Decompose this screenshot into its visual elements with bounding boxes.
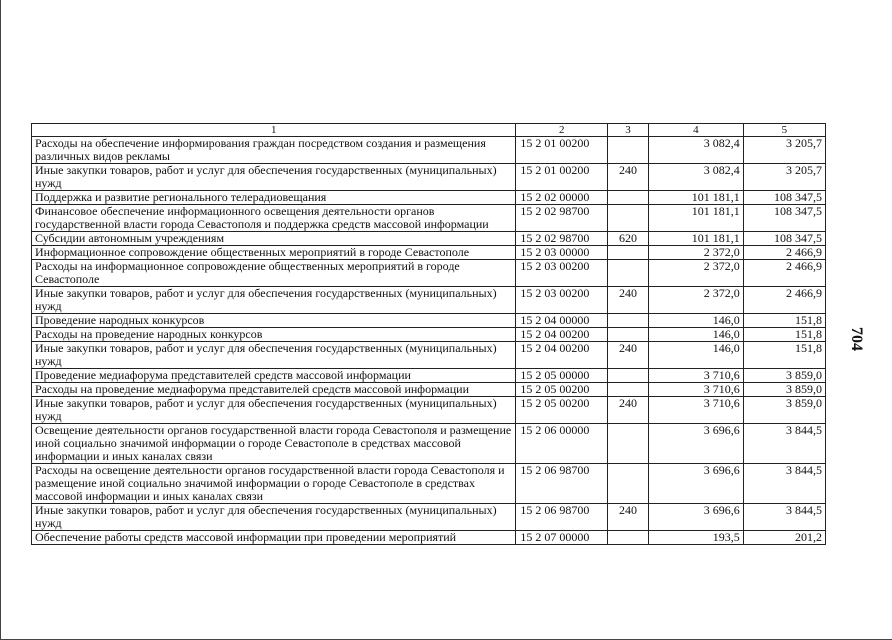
cell-value-1: 101 181,1 — [649, 191, 744, 205]
table-row — [32, 342, 826, 369]
cell-code: 15 2 07 00000 — [516, 531, 608, 545]
header-col-5: 5 — [743, 124, 825, 137]
cell-type — [607, 314, 648, 328]
cell-value-2: 151,8 — [743, 328, 825, 342]
page-number: 704 — [848, 327, 865, 351]
cell-code: 15 2 04 00000 — [516, 314, 608, 328]
cell-value-2: 108 347,5 — [743, 191, 825, 205]
table-row — [32, 328, 826, 342]
cell-value-1: 101 181,1 — [649, 232, 744, 246]
cell-code: 15 2 05 00000 — [516, 369, 608, 383]
cell-value-2: 3 859,0 — [743, 369, 825, 383]
cell-name: Проведение медиафорума представителей средств массовой информации — [32, 369, 516, 383]
cell-value-2: 3 859,0 — [743, 383, 825, 397]
table-row — [32, 504, 826, 531]
cell-value-1: 3 696,6 — [649, 424, 744, 464]
cell-name: Информационное сопровождение общественных мероприятий в городе Севастополе — [32, 246, 516, 260]
header-col-2: 2 — [516, 124, 608, 137]
cell-name: Иные закупки товаров, работ и услуг для обеспечения государственных (муниципальных) нужд — [32, 342, 516, 369]
table-row — [32, 191, 826, 205]
cell-name: Расходы на информационное сопровождение общественных мероприятий в городе Севастополе — [32, 260, 516, 287]
cell-value-1: 2 372,0 — [649, 246, 744, 260]
cell-code: 15 2 02 00000 — [516, 191, 608, 205]
cell-type: 240 — [607, 397, 648, 424]
cell-name: Проведение народных конкурсов — [32, 314, 516, 328]
table-row — [32, 164, 826, 191]
table-row — [32, 383, 826, 397]
table-row — [32, 232, 826, 246]
cell-name: Иные закупки товаров, работ и услуг для обеспечения государственных (муниципальных) нужд — [32, 504, 516, 531]
cell-name: Обеспечение работы средств массовой информации при проведении мероприятий — [32, 531, 516, 545]
cell-type — [607, 205, 648, 232]
cell-value-2: 3 205,7 — [743, 164, 825, 191]
table-row — [32, 314, 826, 328]
table-row — [32, 369, 826, 383]
cell-value-1: 3 696,6 — [649, 464, 744, 504]
cell-type — [607, 137, 648, 164]
cell-type — [607, 246, 648, 260]
cell-code: 15 2 06 98700 — [516, 464, 608, 504]
table-body — [32, 137, 826, 545]
cell-type — [607, 191, 648, 205]
table-row — [32, 397, 826, 424]
cell-value-1: 193,5 — [649, 531, 744, 545]
table-row — [32, 246, 826, 260]
cell-type — [607, 424, 648, 464]
cell-type: 240 — [607, 164, 648, 191]
cell-code: 15 2 03 00000 — [516, 246, 608, 260]
cell-type — [607, 260, 648, 287]
cell-code: 15 2 04 00200 — [516, 328, 608, 342]
cell-type — [607, 328, 648, 342]
cell-type: 240 — [607, 504, 648, 531]
header-col-1: 1 — [32, 124, 516, 137]
cell-code: 15 2 06 98700 — [516, 504, 608, 531]
table-row — [32, 137, 826, 164]
cell-code: 15 2 03 00200 — [516, 287, 608, 314]
cell-value-1: 3 696,6 — [649, 504, 744, 531]
cell-code: 15 2 01 00200 — [516, 164, 608, 191]
table-row — [32, 424, 826, 464]
cell-code: 15 2 05 00200 — [516, 397, 608, 424]
table-row — [32, 287, 826, 314]
cell-name: Поддержка и развитие регионального телерадиовещания — [32, 191, 516, 205]
cell-value-1: 3 082,4 — [649, 137, 744, 164]
cell-code: 15 2 06 00000 — [516, 424, 608, 464]
cell-code: 15 2 01 00200 — [516, 137, 608, 164]
header-row — [32, 124, 826, 137]
cell-name: Иные закупки товаров, работ и услуг для обеспечения государственных (муниципальных) нужд — [32, 287, 516, 314]
cell-value-1: 146,0 — [649, 342, 744, 369]
cell-value-2: 2 466,9 — [743, 260, 825, 287]
cell-type — [607, 531, 648, 545]
cell-value-2: 3 844,5 — [743, 464, 825, 504]
header-col-3: 3 — [607, 124, 648, 137]
budget-table — [31, 123, 826, 545]
cell-value-2: 3 859,0 — [743, 397, 825, 424]
cell-value-2: 3 844,5 — [743, 504, 825, 531]
cell-code: 15 2 02 98700 — [516, 205, 608, 232]
table-row — [32, 205, 826, 232]
cell-value-2: 151,8 — [743, 314, 825, 328]
cell-value-2: 108 347,5 — [743, 232, 825, 246]
cell-type: 240 — [607, 287, 648, 314]
cell-code: 15 2 03 00200 — [516, 260, 608, 287]
table-row — [32, 531, 826, 545]
cell-value-1: 146,0 — [649, 314, 744, 328]
cell-value-2: 2 466,9 — [743, 287, 825, 314]
cell-type — [607, 369, 648, 383]
cell-name: Расходы на проведение медиафорума представителей средств массовой информации — [32, 383, 516, 397]
cell-code: 15 2 05 00200 — [516, 383, 608, 397]
cell-value-1: 2 372,0 — [649, 260, 744, 287]
cell-name: Субсидии автономным учреждениям — [32, 232, 516, 246]
cell-value-1: 146,0 — [649, 328, 744, 342]
cell-name: Иные закупки товаров, работ и услуг для обеспечения государственных (муниципальных) нужд — [32, 397, 516, 424]
cell-type: 240 — [607, 342, 648, 369]
header-col-4: 4 — [649, 124, 744, 137]
cell-value-2: 151,8 — [743, 342, 825, 369]
cell-type: 620 — [607, 232, 648, 246]
table-row — [32, 260, 826, 287]
cell-value-2: 108 347,5 — [743, 205, 825, 232]
cell-value-2: 3 205,7 — [743, 137, 825, 164]
cell-value-1: 101 181,1 — [649, 205, 744, 232]
cell-value-1: 2 372,0 — [649, 287, 744, 314]
cell-name: Расходы на освещение деятельности органов государственной власти города Севастополя и размещение иной социально значимой информации о городе Севастополе в средствах массовой информации и иных каналах связи — [32, 464, 516, 504]
cell-value-2: 2 466,9 — [743, 246, 825, 260]
cell-name: Финансовое обеспечение информационного освещения деятельности органов государственной власти города Севастополя и поддержка средств массовой информации — [32, 205, 516, 232]
cell-code: 15 2 02 98700 — [516, 232, 608, 246]
cell-value-1: 3 710,6 — [649, 383, 744, 397]
table-row — [32, 464, 826, 504]
cell-name: Расходы на проведение народных конкурсов — [32, 328, 516, 342]
cell-name: Иные закупки товаров, работ и услуг для обеспечения государственных (муниципальных) нужд — [32, 164, 516, 191]
cell-type — [607, 464, 648, 504]
cell-value-2: 201,2 — [743, 531, 825, 545]
cell-type — [607, 383, 648, 397]
cell-name: Расходы на обеспечение информирования граждан посредством создания и размещения различных видов рекламы — [32, 137, 516, 164]
cell-value-1: 3 082,4 — [649, 164, 744, 191]
cell-value-2: 3 844,5 — [743, 424, 825, 464]
cell-value-1: 3 710,6 — [649, 397, 744, 424]
cell-code: 15 2 04 00200 — [516, 342, 608, 369]
cell-value-1: 3 710,6 — [649, 369, 744, 383]
cell-name: Освещение деятельности органов государственной власти города Севастополя и размещение иной социально значимой информации о городе Севастополе в средствах массовой информации и иных каналах связи — [32, 424, 516, 464]
